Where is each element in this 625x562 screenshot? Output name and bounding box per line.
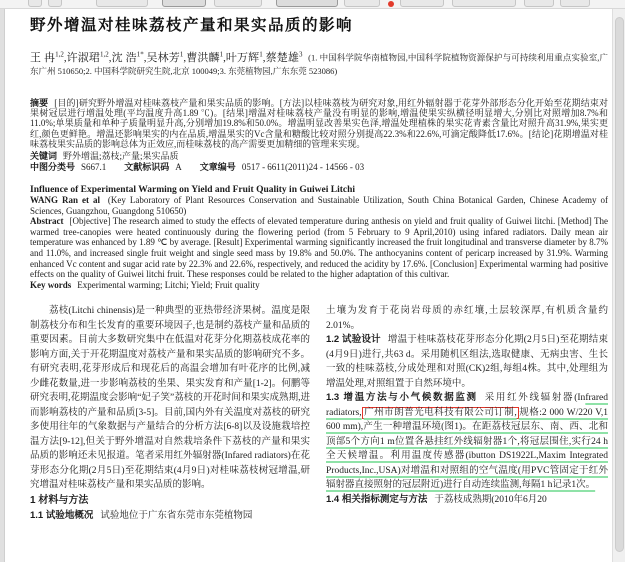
toolbar-red-record-icon[interactable] <box>388 1 394 7</box>
en-keywords <box>30 280 608 291</box>
en-abstract <box>30 216 608 280</box>
author-line <box>30 48 608 78</box>
toolbar-button[interactable] <box>344 0 380 7</box>
cn-abstract <box>30 98 608 150</box>
toolbar-button[interactable] <box>96 0 148 7</box>
article-id-value: 0517 - 6611(2011)24 - 14566 - 03 <box>241 162 365 173</box>
article-title: 野外增温对桂味荔枝产量和果实品质的影响 <box>30 17 354 34</box>
author: 蔡楚雄$^3$ <box>265 50 303 64</box>
toolbar-button[interactable] <box>560 0 590 7</box>
en-keywords-label: Key words <box>30 279 72 290</box>
right-column <box>326 304 608 524</box>
continuation-paragraph: 土壤为发育于花岗岩母质的赤红壤,土层较深厚,有机质含量约2.01%。 <box>326 306 608 331</box>
vertical-scrollbar[interactable] <box>612 9 625 562</box>
en-title: Influence of Experimental Warming on Yield and Fruit Quality in Guiwei Litchi <box>30 184 356 195</box>
document-page <box>30 9 608 562</box>
author: 吴林芳$^1$, <box>146 50 187 64</box>
scrollbar-thumb[interactable] <box>615 17 624 552</box>
author: 沈 浩$^{1*}$, <box>111 50 147 64</box>
en-keywords-text: Experimental warming; Litchi; Yield; Fruit quality <box>77 279 260 290</box>
left-column <box>30 304 310 524</box>
page-left-gutter <box>0 9 5 562</box>
section-1-1-paragraph: 1.1 试验地概况 试验地位于广东省东莞市东莞植物园 <box>30 510 253 522</box>
toolbar-button[interactable] <box>524 0 554 7</box>
author: 王 冉$^{1,2}$, <box>30 50 67 64</box>
section-1-1-label: 1.1 试验地概况 <box>30 510 94 522</box>
green-underline-annotation: frared radiators, 广州市朗普光电科技有限公司订制, 规格:2 000 W/220 V,1 600 mm),产生一种增温环境(图1)。在距荔枝冠层东、南、西、北和顶部5个方向1 m位置各悬挂红外线辐射器1个,将冠层围住,实行24 h全天候增温。利用温度传感器(ibutton DS1922L,Maxim Integrated Products,Inc.,USA)对增温和对照组的空气温度(用PVC管固定于红外辐射器直接照射的冠层附近)进行自动连续监测,每隔1 h记录1次。 <box>326 393 608 491</box>
en-author-line <box>30 195 608 216</box>
toolbar-button[interactable] <box>162 0 206 7</box>
section-1-3-label: 1.3 增温方法与小气候数据监测 <box>326 392 478 404</box>
section-1-2-paragraph: 1.2 试验设计 增温于桂味荔枝花芽形态分化期(2月5日)至花期结束(4月9日)进行,共63 d。采用随机区组法,选取健康、无病虫害、生长一致的桂味荔枝,分成处理和对照(CK)2组,每组4株。其中,处理组为增温处理,对照组置于自然环境中。 <box>326 334 608 389</box>
toolbar-button[interactable] <box>276 0 338 7</box>
section-1-heading: 1 材料与方法 <box>30 494 89 506</box>
clc-label: 中图分类号 <box>30 162 76 173</box>
author: 曹洪麟$^1$, <box>186 50 226 64</box>
clc-value: S667.1 <box>81 162 107 173</box>
toolbar-button[interactable] <box>48 0 62 7</box>
toolbar-button[interactable] <box>452 0 516 7</box>
red-box-annotation: 广州市朗普光电科技有限公司订制, <box>363 407 517 418</box>
en-abstract-text: [Objective] The research aimed to study the effects of elevated temperature during anthesis on yield and fruit quality of Guiwei litchi. [Method] The warmed tree-canopies were heated continuously during the flowering period (from 5 February to 9 April,2010) using infared radiators. Daily mean air temperature was enhanced by 1.89 ℃ by average. [Result] Experimental warming significantly increased the fruit longitudinal and transverse diameter by 8.7% and 11.0%, and increased single fruit weight and single seed mass by 19.8% and 50.0%. The anthocyanins content of pericarp increased by 31.9%. Warming enhanced Vc content and sugar acid rate by 22.3% and 22.6%, respectively, and reduced the acidity by 17.6%. [Conclusion] Experimental warming had positive effects on the quality of Guiwei litchi fruit. These responses could be related to the higher adaptation of this cultivar. <box>30 216 608 280</box>
author: 叶万辉$^1$, <box>225 50 266 64</box>
toolbar <box>0 0 625 9</box>
body-columns <box>30 304 608 524</box>
english-abstract-block <box>30 185 608 291</box>
toolbar-button[interactable] <box>214 0 262 7</box>
en-authors-name: WANG Ran et al <box>30 195 100 206</box>
toolbar-button[interactable] <box>400 0 444 7</box>
author: 许淑珺$^{1,2}$, <box>66 50 112 64</box>
cn-abstract-label: 摘要 <box>30 97 49 108</box>
article-id-label: 文章编号 <box>199 162 236 173</box>
classification-line <box>30 162 608 172</box>
cn-keywords-text: 野外增温;荔枝;产量;果实品质 <box>63 150 179 161</box>
cn-keywords <box>30 151 608 161</box>
affiliation: (1. 中国科学院华南植物园,中国科学院植物资源保护与可持续利用重点实验室,广东广州 510650;2. 中国科学院研究生院,北京 100049;3. 东莞植物园,广东东莞 523086) <box>30 52 608 76</box>
intro-paragraph: 荔枝(Litchi chinensis)是一种典型的亚热带经济果树。温度是限制荔枝分布和生长发育的重要环境因子,也是制约荔枝产量和品质的重要因素。目前大多数研究集中在低温对花芽分化期荔枝成花率的影响方面,关于开花期温度对荔枝产量和果实品质的影响研究不多。有研究表明,花芽形成后和现花后的高温会增加有叶花序的比例,减少雌花数量,进一步影响荔枝的坐果、果实发育和产量[1-2]。何鹏等研究表明,花期温度会影响“妃子笑”荔枝的开花时间和果实成熟期,进而影响荔枝的产量和品质[3-5]。目前,国内外有关温度对荔枝的研究多使用往年的气象数据与产量结合的分析方法[6-8]以及设施栽培控温方法[9-12],但关于野外增温对自然栽培条件下荔枝的产量和果实品质的影响还未见报道。笔者采用红外辐射器(Infared radiators)在花芽形态分化期(2月5日)至花期结束(4月9日)对桂味荔枝树冠增温,研究增温对桂味荔枝产量和果实品质的影响。 <box>30 306 310 491</box>
section-1-2-label: 1.2 试验设计 <box>326 334 381 346</box>
doc-code-label: 文献标识码 <box>124 162 170 173</box>
toolbar-button[interactable] <box>28 0 42 7</box>
section-1-3-paragraph: 1.3 增温方法与小气候数据监测 采用红外线辐射器(Infrared radiators, 广州市朗普光电科技有限公司订制, 规格:2 000 W/220 V,1 600 mm),产生一种增温环境(图1)。在距荔枝冠层东、南、西、北和顶部5个方向1 m位置各悬挂红外线辐射器1个,将冠层围住,实行24 h全天候增温。利用温度传感器(ibutton DS1922L,Maxim Integrated Products,Inc.,USA)对增温和对照组的空气温度(用PVC管固定于红外辐射器直接照射的冠层附近)进行自动连续监测,每隔1 h记录1次。 <box>326 392 608 491</box>
en-abstract-label: Abstract <box>30 216 64 227</box>
section-1-4-paragraph: 1.4 相关指标测定与方法 于荔枝成熟期(2010年6月20 <box>326 493 547 505</box>
section-1-4-label: 1.4 相关指标测定与方法 <box>326 493 428 505</box>
authors-list <box>30 52 302 64</box>
doc-code-value: A <box>175 162 182 173</box>
en-affiliation: (Key Laboratory of Plant Resources Conservation and Sustainable Utilization, South China Botanical Garden, Chinese Academy of Sciences, Guangzhou, Guangdong 510650) <box>30 195 608 216</box>
cn-abstract-text: [目的]研究野外增温对桂味荔枝产量和果实品质的影响。[方法]以桂味荔枝为研究对象,用红外辐射器于花芽外部形态分化开始至花期结束对果树冠层进行增温处理(平均温度升高1.89 ℃)。[结果]增温对桂味荔枝产量没有明显的影响,增温使果实纵横径明显增大,分别比对照增加8.7%和11.0%;单果质量和单种子质量明显升高,分别增加19.8%和50.0%。增温明显改善果实色泽,增温处理植株的果实花青素含量比对照升高31.9%,果实更红,颜色更鲜艳。增温还影响果实的内在品质,增温果实的Vc含量和糖酸比较对照分别提高22.3%和22.6%,可滴定酸降低17.6%。[结论]花期增温对桂味荔枝果实品质的影响总体为正效应,而桂味荔枝的高产需要更加精细的管理来实现。 <box>30 97 608 150</box>
cn-keywords-label: 关键词 <box>30 150 58 161</box>
